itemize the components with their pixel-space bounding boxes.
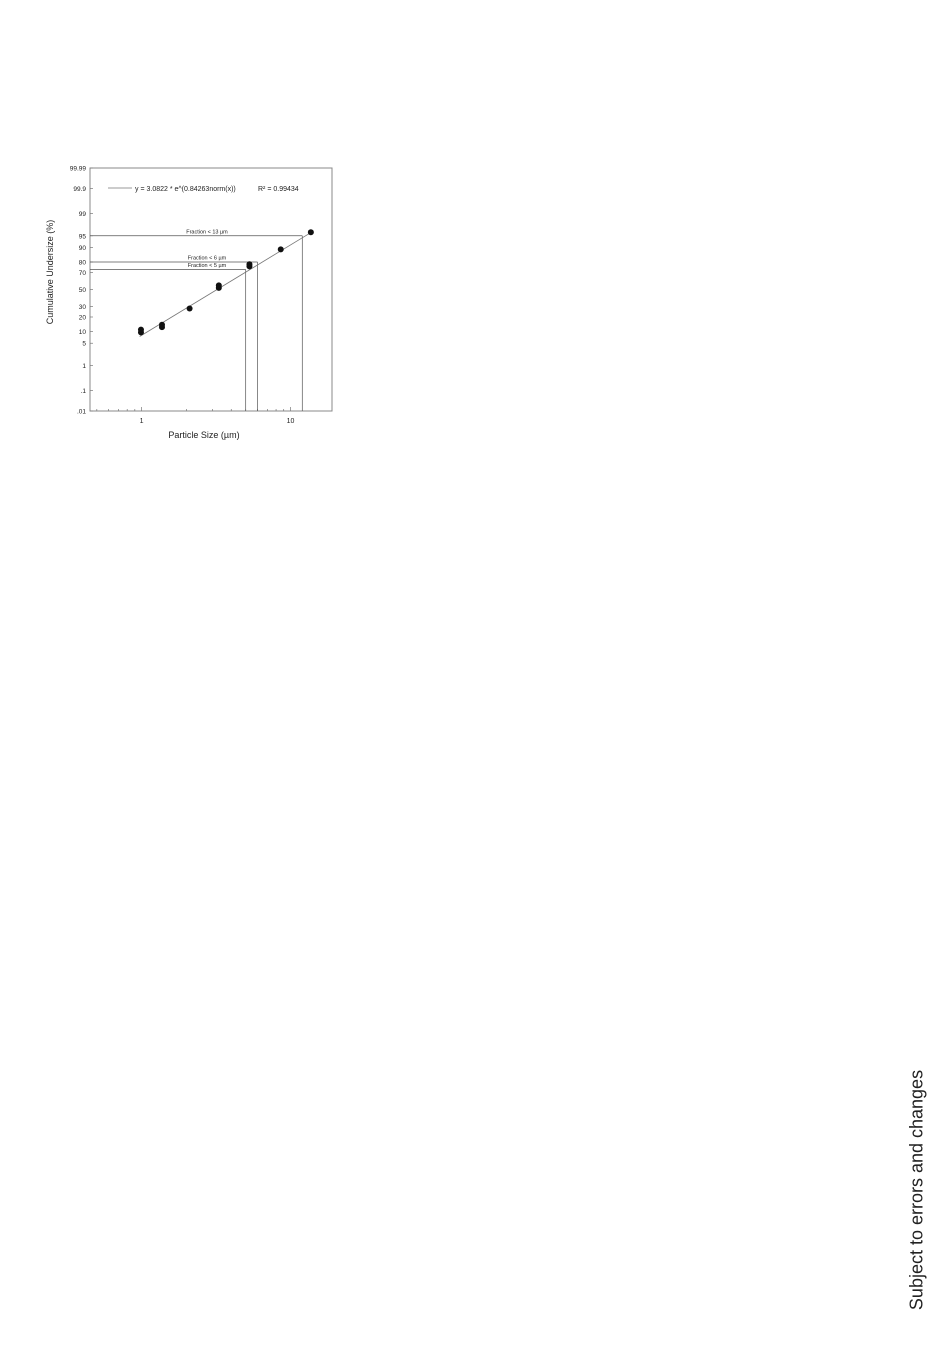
reference-line-label: Fraction < 5 µm [187,262,227,269]
y-tick-label: 80 [78,259,86,267]
legend-r2-label: R² = 0.99434 [258,186,299,193]
x-tick-label: 1 [139,418,144,425]
legend-fit-label: y = 3.0822 * e^(0.84263norm(x)) [135,186,236,193]
y-tick-label: 5 [82,340,86,348]
y-tick-label: 95 [78,233,86,241]
data-points [138,229,314,335]
legend [108,186,299,193]
y-tick-label: 20 [78,314,86,322]
y-tick-label: .1 [80,387,86,395]
y-tick-label: 99 [78,210,86,218]
y-tick-label: 99.9 [73,186,86,194]
x-axis-label: Particle Size (µm) [168,430,240,440]
data-point [246,261,252,267]
y-tick-label: 70 [78,269,86,277]
x-axis-ticks [97,407,295,425]
reference-lines [90,229,302,411]
reference-line-label: Fraction < 13 µm [186,229,228,236]
data-point [216,282,222,288]
plot-frame [90,168,332,411]
fit-line-group [140,232,312,336]
y-tick-label: 90 [78,245,86,253]
y-tick-label: 50 [78,287,86,294]
y-tick-label: .01 [76,408,86,416]
data-point [159,322,165,328]
data-point [278,246,284,252]
data-point [138,327,144,333]
x-tick-label: 10 [286,418,295,425]
fit-line [140,232,312,336]
y-tick-label: 10 [78,328,86,336]
y-tick-label: 99.99 [69,165,86,173]
reference-line-label: Fraction < 6 µm [187,255,227,262]
y-tick-label: 30 [78,304,86,312]
y-tick-label: 1 [82,363,86,371]
data-point [187,306,193,312]
y-axis-label: Cumulative Undersize (%) [45,219,55,325]
disclaimer-note: Subject to errors and changes [906,1069,927,1311]
data-point [308,229,314,235]
